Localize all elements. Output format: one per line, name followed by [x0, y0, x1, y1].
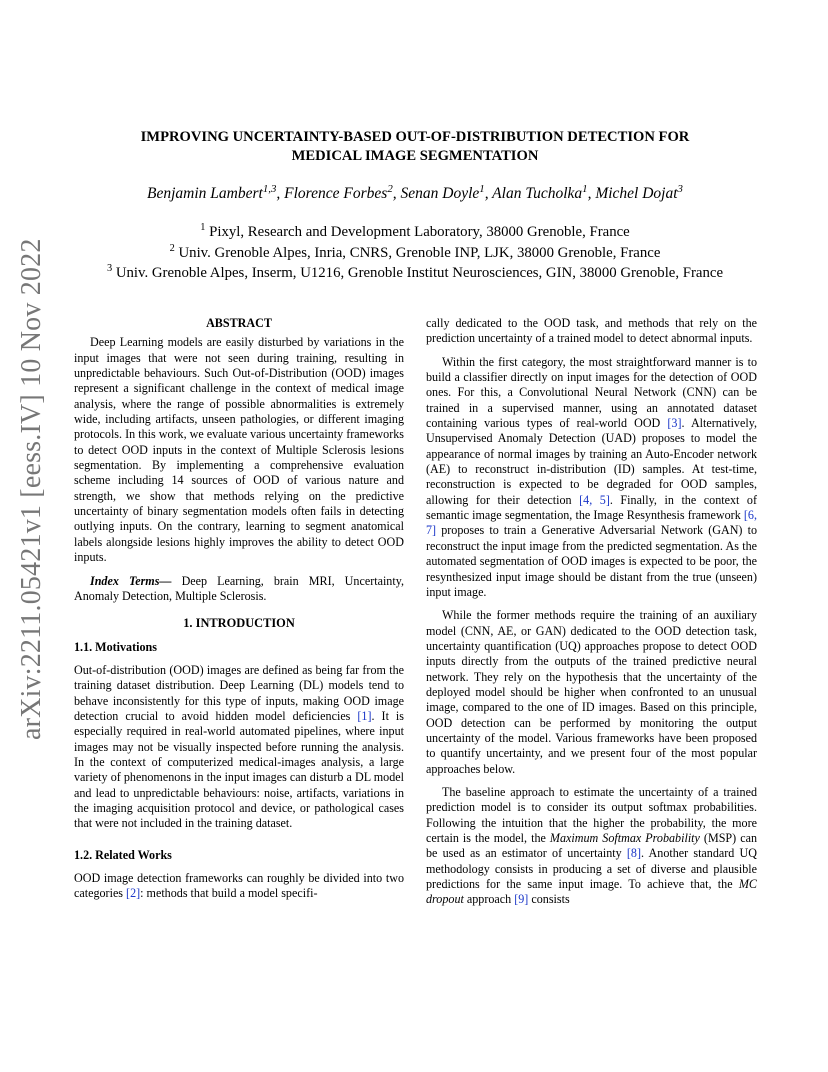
- section-heading-introduction: 1. INTRODUCTION: [183, 616, 295, 631]
- author: Senan Doyle$^1$,: [400, 182, 493, 202]
- citation-link[interactable]: [2]: [126, 886, 141, 901]
- paragraph-baseline: The baseline approach to estimate the uncertainty of a trained prediction model is to consider its output softmax probabilities. Following the intuition that the higher the probability, the more certain is the model, the Maximum Softmax Probability (MSP) can be used as an estimator of uncertainty [8]. Another standard UQ methodology consists in producing a set of diverse and plausible predictions for the same input image. To achieve that, the MC dropout approach [9] consists: [426, 784, 757, 907]
- index-terms-label: Index Terms—: [90, 573, 172, 588]
- subsection-heading-motivations: 1.1. Motivations: [74, 639, 157, 654]
- citation-link[interactable]: [9]: [514, 892, 529, 907]
- paragraph-continued: cally dedicated to the OOD task, and methods that rely on the prediction uncertainty of a trained model to detect abnormal inputs.: [426, 316, 757, 346]
- paper-title: [74, 128, 756, 166]
- paragraph-uncertainty: While the former methods require the training of an auxiliary model (CNN, AE, or GAN) dedicated to the OOD detection task, uncertainty quantification (UQ) approaches propose to detect OOD inputs directly from the outputs of the trained predictive neural network. They rely on the hypothesis that the uncertainty of the deployed model should be higher when confronted to an unusual image, compared to the one of ID images. Based on this principle, OOD detection can be performed by monitoring the output uncertainty of the model. Various frameworks have been proposed to quantify uncertainty, and we present four of the most popular approaches below.: [426, 608, 757, 776]
- citation-link[interactable]: [3]: [667, 416, 682, 431]
- arxiv-identifier: arXiv:2211.05421v1 [eess.IV] 10 Nov 2022: [16, 238, 47, 740]
- abstract-text: Deep Learning models are easily disturbed by variations in the input images that were not seen during training, resulting in unpredictable behaviours. Such Out-of-Distribution (OOD) images represent a significant challenge in the context of medical image analysis, where the range of possible abnormalities is extremely wide, including artifacts, unseen pathologies, or different imaging protocols. In this work, we evaluate various uncertainty frameworks to detect OOD inputs in the context of Multiple Sclerosis lesions segmentation. By implementing a comprehensive evaluation scheme including 14 sources of OOD of various nature and strength, we show that methods relying on the predictive uncertainty of binary segmentation models often fails in detecting outlying inputs. On the contrary, learning to segment anatomical labels alongside lesions highly improves the ability to detect OOD inputs.: [74, 335, 404, 565]
- citation-link[interactable]: [6, 7]: [426, 508, 757, 538]
- subsection-heading-related-works: 1.2. Related Works: [74, 847, 172, 862]
- affiliations: [60, 222, 770, 284]
- title-line-2: MEDICAL IMAGE SEGMENTATION: [291, 148, 539, 164]
- title-line-1: IMPROVING UNCERTAINTY-BASED OUT-OF-DISTRIBUTION DETECTION FOR: [140, 129, 690, 145]
- paragraph-related-works: OOD image detection frameworks can roughly be divided into two categories [2]: methods that build a model specifi-: [74, 871, 404, 901]
- right-column: [426, 316, 757, 908]
- author: Alan Tucholka$^1$,: [492, 182, 596, 202]
- abstract-heading: ABSTRACT: [206, 316, 272, 330]
- citation-link[interactable]: [1]: [357, 708, 372, 723]
- author: Benjamin Lambert$^{1,3}$,: [147, 182, 285, 202]
- author: Florence Forbes$^2$,: [284, 182, 401, 202]
- paragraph-first-category: Within the first category, the most straightforward manner is to build a classifier directly on input images for the detection of OOD ones. For this, a Convolutional Neural Network (CNN) can be trained in a supervised manner, using an annotated dataset containing various types of real-world OOD [3]. Alternatively, Unsupervised Anomaly Detection (UAD) proposes to model the appearance of normal images by training an Auto-Encoder network (AE) to reconstruct in-distribution (ID) samples. At test-time, reconstruction is expected to be degraded for OOD samples, allowing for their detection [4, 5]. Finally, in the context of semantic image segmentation, the Image Resynthesis framework [6, 7] proposes to train a Generative Adversarial Network (GAN) to reconstruct the input image from the predicted segmentation. As the automated segmentation of OOD images is expected to be poor, the resynthesized input image should be distant from the true (unseen) input image.: [426, 354, 757, 599]
- citation-link[interactable]: [4, 5]: [579, 492, 610, 507]
- affiliation-2: $^2$ Univ. Grenoble Alpes, Inria, CNRS, Grenoble INP, LJK, 38000 Grenoble, France: [169, 242, 661, 261]
- author-list: [74, 182, 756, 203]
- affiliation-3: $^3$ Univ. Grenoble Alpes, Inserm, U1216, Grenoble Institut Neurosciences, GIN, 38000 Grenoble, France: [106, 263, 724, 281]
- citation-link[interactable]: [8]: [626, 846, 641, 861]
- affiliation-1: $^1$ Pixyl, Research and Development Laboratory, 38000 Grenoble, France: [200, 222, 630, 240]
- left-column: [74, 316, 404, 902]
- index-terms: Index Terms— Deep Learning, brain MRI, Uncertainty, Anomaly Detection, Multiple Sclerosis.: [74, 573, 404, 603]
- paragraph-motivations: Out-of-distribution (OOD) images are defined as being far from the training dataset distribution. Deep Learning (DL) models tend to behave inconsistently for this type of inputs, making OOD image detection crucial to avoid hidden model deficiencies [1]. It is especially required in real-world automated pipelines, where input images may not be visually inspected before running the analysis. In the context of computerized medical-images analysis, a large variety of phenomenons in the input images can disturb a DL model and lead to unpredictable behaviours: noise, artifacts, variations in the imaging acquisition protocol and device, or pathological cases that were not included in the training dataset.: [74, 662, 404, 831]
- author: Michel Dojat$^3$: [595, 182, 683, 202]
